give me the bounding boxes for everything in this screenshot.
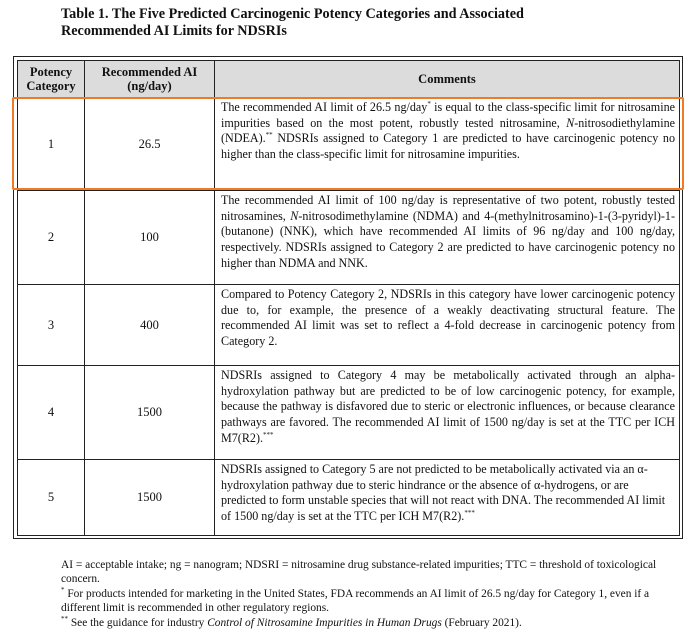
ai-cell: 100 [85, 191, 215, 285]
ai-cell: 1500 [85, 460, 215, 536]
ai-cell: 400 [85, 285, 215, 366]
table-footnotes [61, 558, 671, 630]
abbreviations-note: AI = acceptable intake; ng = nanogram; NDSRI = nitrosamine drug substance-related impurities; TTC = threshold of toxicological concern. [61, 559, 657, 586]
header-row [18, 61, 680, 98]
footnote-1: * For products intended for marketing in the United States, FDA recommends an AI limit of 26.5 ng/day for Category 1, even if a different limit is recommended in other regulatory regions. [61, 585, 650, 615]
ai-cell: 1500 [85, 366, 215, 460]
ai-cell: 26.5 [85, 98, 215, 191]
category-cell: 4 [18, 366, 85, 460]
table-row [18, 191, 680, 285]
table-row [18, 285, 680, 366]
comment-cell: NDSRIs assigned to Category 5 are not predicted to be metabolically activated via an α-hydroxylation pathway due to steric hindrance or the absence of α-hydrogens, or are predicted to form unstable species that will not react with DNA. The recommended AI limit of 1500 ng/day is set at the TTC per ICH M7(R2).*** [215, 460, 680, 536]
table-row [18, 366, 680, 460]
header-ai: Recommended AI (ng/day) [85, 61, 215, 98]
category-cell: 3 [18, 285, 85, 366]
comment-cell: The recommended AI limit of 26.5 ng/day* is equal to the class-specific limit for nitrosamine impurities based on the most potent, robustly tested nitrosamine, N-nitrosodiethylamine (NDEA).** NDSRIs assigned to Category 1 are predicted to have carcinogenic potency no higher than the class-specific limit for nitrosamine impurities. [215, 98, 680, 191]
comment-cell: Compared to Potency Category 2, NDSRIs in this category have lower carcinogenic potency due to, for example, the presence of a weakly deactivating structural feature. The recommended AI limit was set to reflect a 4-fold decrease in carcinogenic potency from Category 2. [215, 285, 680, 366]
header-comments: Comments [215, 61, 680, 98]
category-cell: 1 [18, 98, 85, 191]
footnote-2: ** See the guidance for industry Control of Nitrosamine Impurities in Human Drugs (February 2021). [61, 614, 522, 629]
category-cell: 2 [18, 191, 85, 285]
row-1-highlight-box [12, 97, 684, 190]
title-line-2: Recommended AI Limits for NDSRIs [61, 23, 287, 39]
header-category: Potency Category [18, 61, 85, 98]
table-row [18, 460, 680, 536]
category-cell: 5 [18, 460, 85, 536]
comment-cell: The recommended AI limit of 100 ng/day is representative of two potent, robustly tested nitrosamines, N-nitrosodimethylamine (NDMA) and 4-(methylnitrosamino)-1-(3-pyridyl)-1-(butanone) (NNK), which have recommended AI limits of 96 ng/day and 100 ng/day, respectively. NDSRIs assigned to Category 2 are predicted to have carcinogenic potency no higher than NDMA and NNK. [215, 191, 680, 285]
table-title [61, 6, 661, 40]
guidance-title: Control of Nitrosamine Impurities in Human Drugs [207, 616, 442, 629]
title-line-1: Table 1. The Five Predicted Carcinogenic Potency Categories and Associated [61, 6, 524, 22]
comment-cell: NDSRIs assigned to Category 4 may be metabolically activated through an alpha-hydroxylation pathway but are predicted to be of low carcinogenic potency, for example, because the pathway is disfavored due to steric or electronic influences, or because clearance pathways are favored. The recommended AI limit of 1500 ng/day is set at the TTC per ICH M7(R2).*** [215, 366, 680, 460]
